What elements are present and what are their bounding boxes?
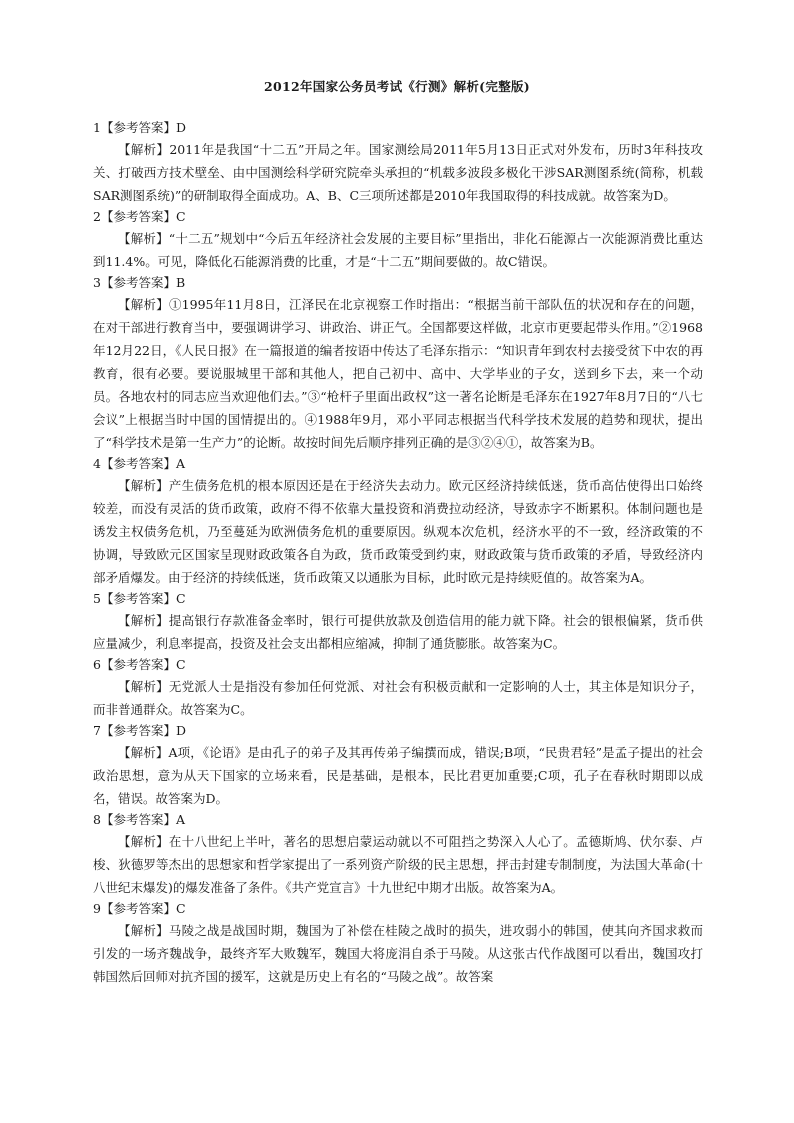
- analysis-paragraph: 【解析】产生债务危机的根本原因还是在于经济失去动力。欧元区经济持续低迷，货币高估使得出口始终较差，而没有灵活的货币政策，政府不得不依靠大量投资和消费拉动经济，导致赤字不断累积。体制问题也是诱发主权债务危机，乃至蔓延为欧洲债务危机的重要原因。纵观本次危机，经济水平的不一致，经济政策的不协调，导致欧元区国家呈现财政政策各自为政，货币政策受到约束，财政政策与货币政策的矛盾，导致经济内部矛盾爆发。由于经济的持续低迷，货币政策又以通胀为目标，此时欧元是持续贬值的。故答案为A。: [93, 478, 703, 585]
- answer-key: 1【参考答案】D: [93, 120, 186, 135]
- question-item: [93, 810, 703, 899]
- question-item: [93, 273, 703, 454]
- question-item: [93, 454, 703, 589]
- analysis-paragraph: 【解析】提高银行存款准备金率时，银行可提供放款及创造信用的能力就下降。社会的银根偏紧，货币供应量减少，利息率提高，投资及社会支出都相应缩减，抑制了通货膨胀。故答案为C。: [93, 613, 703, 651]
- analysis-paragraph: 【解析】2011年是我国“十二五”开局之年。国家测绘局2011年5月13日正式对外发布，历时3年科技攻关、打破西方技术壁垒、由中国测绘科学研究院牵头承担的“机载多波段多极化干涉SAR测图系统(简称，机载SAR测图系统)”的研制取得全面成功。A、B、C三项所述都是2010年我国取得的科技成就。故答案为D。: [93, 142, 703, 203]
- analysis-paragraph: 【解析】无党派人士是指没有参加任何党派、对社会有积极贡献和一定影响的人士，其主体是知识分子，而非普通群众。故答案为C。: [93, 679, 703, 717]
- document-body: [93, 118, 703, 1108]
- analysis-paragraph: 【解析】①1995年11月8日，江泽民在北京视察工作时指出：“根据当前干部队伍的状况和存在的问题，在对干部进行教育当中，要强调讲学习、讲政治、讲正气。全国都要这样做，北京市更要起带头作用。”②1968年12月22日，《人民日报》在一篇报道的编者按语中传达了毛泽东指示：“知识青年到农村去接受贫下中农的再教育，很有必要。要说服城里干部和其他人，把自己初中、高中、大学毕业的子女，送到乡下去，来一个动员。各地农村的同志应当欢迎他们去。”③“枪杆子里面出政权”这一著名论断是毛泽东在1927年8月7日的“八七会议”上根据当时中国的国情提出的。④1988年9月，邓小平同志根据当代科学技术发展的趋势和现状，提出了“科学技术是第一生产力”的论断。故按时间先后顺序排列正确的是③②④①，故答案为B。: [93, 297, 703, 450]
- answer-key: 4【参考答案】A: [93, 456, 185, 471]
- answer-key: 8【参考答案】A: [93, 812, 185, 827]
- analysis-paragraph: 【解析】“十二五”规划中“今后五年经济社会发展的主要目标”里指出，非化石能源占一次能源消费比重达到11.4%。可见，降低化石能源消费的比重，才是“十二五”期间要做的。故C错误。: [93, 231, 703, 269]
- answer-key: 3【参考答案】B: [93, 275, 186, 290]
- question-item: [93, 655, 703, 721]
- question-item: [93, 899, 703, 988]
- question-item: [93, 118, 703, 207]
- answer-key: 9【参考答案】C: [93, 901, 186, 916]
- question-item: [93, 589, 703, 655]
- answer-key: 6【参考答案】C: [93, 657, 186, 672]
- question-item: [93, 207, 703, 273]
- question-item: [93, 721, 703, 810]
- analysis-paragraph: 【解析】A项，《论语》是由孔子的弟子及其再传弟子编撰而成，错误;B项，“民贵君轻”是孟子提出的社会政治思想，意为从天下国家的立场来看，民是基础，是根本，民比君更加重要;C项，孔子在春秋时期即以成名，错误。故答案为D。: [93, 745, 703, 806]
- answer-key: 5【参考答案】C: [93, 591, 186, 606]
- analysis-paragraph: 【解析】在十八世纪上半叶，著名的思想启蒙运动就以不可阻挡之势深入人心了。孟德斯鸠、伏尔泰、卢梭、狄德罗等杰出的思想家和哲学家提出了一系列资产阶级的民主思想，抨击封建专制制度，为法国大革命(十八世纪末爆发)的爆发准备了条件。《共产党宣言》十九世纪中期才出版。故答案为A。: [93, 834, 703, 895]
- answer-key: 7【参考答案】D: [93, 723, 186, 738]
- document-title: 2012年国家公务员考试《行测》解析(完整版): [263, 79, 531, 94]
- answer-key: 2【参考答案】C: [93, 209, 186, 224]
- analysis-paragraph: 【解析】马陵之战是战国时期，魏国为了补偿在桂陵之战时的损失，进攻弱小的韩国，使其向齐国求救而引发的一场齐魏战争，最终齐军大败魏军，魏国大将庞涓自杀于马陵。从这张古代作战图可以看出，魏国攻打韩国然后回师对抗齐国的援军，这就是历史上有名的“马陵之战”。故答案: [93, 923, 703, 984]
